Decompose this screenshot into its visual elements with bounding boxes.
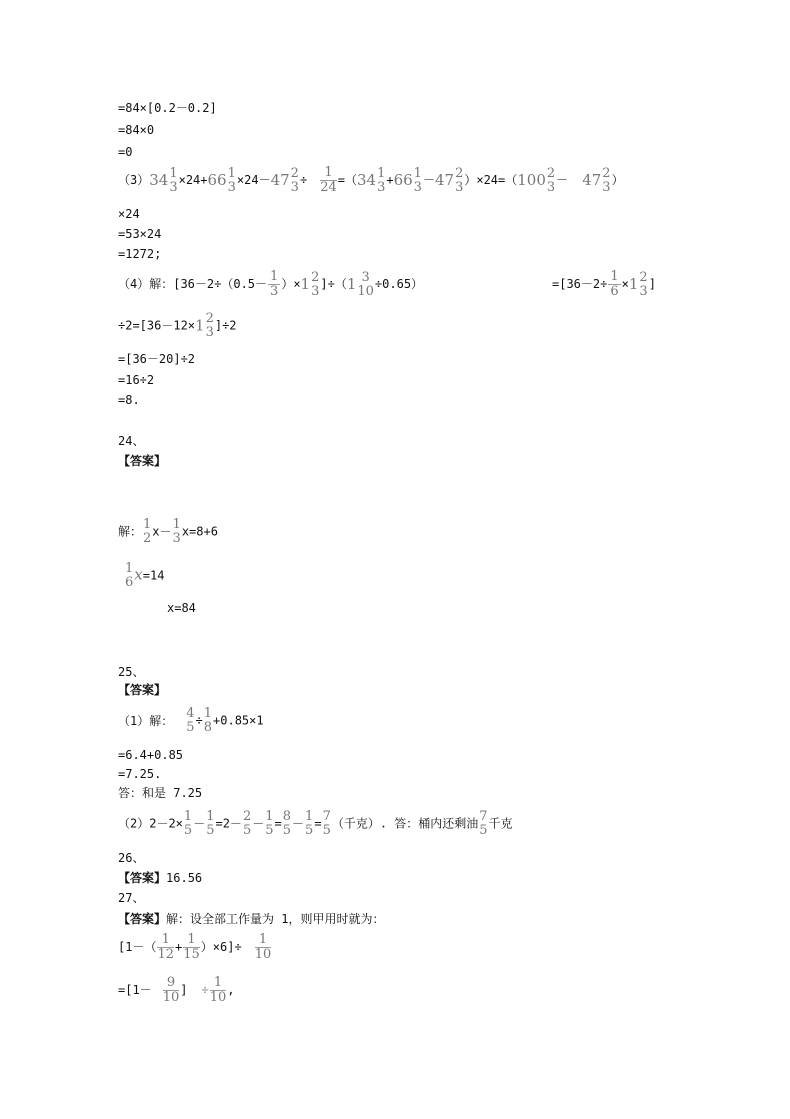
text: ）×24=（ [464, 173, 518, 187]
text: 千克 [488, 816, 513, 831]
text: +0.85×1 [213, 713, 264, 728]
fraction: 1 5 [305, 809, 314, 838]
text: （1）解： [118, 713, 174, 728]
fraction: 1 6 [125, 561, 134, 590]
equation-line: x=84 [167, 601, 196, 615]
equation-line [118, 933, 272, 962]
fraction: 1 8 [203, 706, 213, 735]
mixed-number-whole: 47 [582, 171, 602, 189]
mixed-number-whole: 1 [195, 316, 205, 335]
equation-line [124, 562, 164, 590]
text: = [314, 816, 322, 831]
text: ）× [281, 277, 301, 291]
equation-line [118, 810, 513, 838]
fraction: 8 5 [282, 809, 292, 838]
fraction: $\frac{9}{10}$ [162, 975, 180, 1005]
answer-value: 16.56 [166, 871, 203, 885]
text: 解： [118, 524, 143, 539]
text: x－ [152, 524, 172, 539]
mixed-number-whole: 1 [346, 275, 357, 293]
text: （2）2－2× [118, 816, 183, 831]
answer-line [118, 872, 202, 884]
fraction: 1 5 [206, 809, 215, 838]
variable: x [134, 565, 143, 584]
fraction: 2 5 [242, 809, 252, 838]
mixed-number-whole: 34 [149, 171, 169, 189]
mixed-number-whole: 100 [517, 171, 546, 189]
fraction: 1 2 [143, 517, 152, 546]
text: ÷ [299, 173, 308, 187]
calc-line: =53×24 [118, 227, 162, 241]
fraction: $\frac{1}{10}$ [254, 932, 272, 962]
calc-line: =[36－20]÷2 [118, 352, 196, 366]
question-number: 26、 [118, 851, 145, 865]
fraction: 4 5 [186, 706, 195, 735]
text: ×24－ [236, 173, 271, 187]
text: 解：设全部工作量为 1，则甲用时就为： [166, 912, 385, 926]
text: ÷ [201, 983, 209, 997]
calc-line: ×24 [118, 207, 140, 221]
calc-line: =0 [118, 145, 133, 159]
fraction: $\frac{1}{24}$ [320, 165, 337, 195]
fraction: 2 3 [602, 165, 611, 195]
text: =[1－ [118, 983, 152, 997]
fraction: $\frac{1}{6}$ [610, 269, 619, 299]
fraction: 2 3 [546, 165, 556, 195]
equation-line [118, 707, 264, 735]
text: x=8+6 [181, 524, 218, 539]
calc-line: =84×0 [118, 123, 155, 137]
mixed-number-whole: 47 [434, 171, 455, 189]
calc-line: =6.4+0.85 [118, 748, 184, 762]
text: ）×6]÷ [200, 940, 242, 954]
fraction: 2 3 [639, 269, 648, 299]
text: ] [180, 983, 188, 997]
q23-part4-right [552, 270, 656, 299]
calc-line: =84×[0.2－0.2] [118, 101, 217, 115]
fraction: 2 3 [205, 311, 214, 340]
q23-part4-line [118, 270, 423, 299]
text: ÷2=[36－12× [118, 318, 196, 333]
fraction: 7 5 [322, 809, 331, 838]
label: （3） [118, 173, 150, 187]
equation-line [118, 518, 218, 546]
text: ÷ [195, 713, 203, 728]
text: ×24+ [178, 173, 208, 187]
text: + [175, 940, 183, 954]
text: ]÷（ [320, 277, 347, 291]
calc-line: =1272; [118, 247, 162, 261]
calc-line [118, 312, 237, 340]
text: =2－ [215, 816, 242, 831]
text: + [386, 173, 394, 187]
question-number: 25、 [118, 665, 145, 679]
fraction: 2 3 [311, 269, 320, 299]
text: × [621, 277, 629, 291]
fraction: 3 10 [357, 269, 374, 299]
fraction: 1 3 [169, 165, 178, 195]
calc-line: =7.25. [118, 767, 162, 781]
fraction: 2 3 [290, 165, 299, 195]
text: = [274, 816, 282, 831]
mixed-number-whole: 66 [393, 171, 413, 189]
fraction: 1 5 [265, 809, 274, 838]
text: =14 [142, 568, 165, 583]
text: , [227, 983, 235, 997]
fraction: $\frac{1}{3}$ [270, 269, 279, 299]
label: （4）解：[36－2÷（0.5－ [118, 277, 268, 291]
mixed-number-whole: 66 [207, 171, 227, 189]
fraction: $\frac{1}{10}$ [209, 975, 227, 1005]
fraction: 1 3 [172, 517, 181, 546]
mixed-number-whole: 47 [270, 171, 290, 189]
answer-line [118, 913, 384, 925]
fraction: 1 5 [183, 809, 193, 838]
fraction: $\frac{1}{15}$ [183, 932, 200, 962]
equation-line [118, 976, 234, 1005]
answer-tag: 【答案】 [118, 454, 167, 468]
text: ÷0.65） [374, 277, 424, 291]
fraction: $\frac{1}{12}$ [157, 932, 174, 962]
text: － [422, 173, 435, 187]
mixed-number-whole: 1 [628, 275, 639, 293]
text: － [556, 173, 569, 187]
fraction: 1 3 [227, 165, 236, 195]
fraction: 1 3 [413, 165, 422, 195]
answer-tag: 【答案】 [118, 871, 167, 885]
text: （千克）. 答：桶内还剩油 [331, 816, 479, 831]
answer-line: 答：和是 7.25 [118, 786, 203, 800]
text: =[36－2÷ [552, 277, 608, 291]
answer-tag: 【答案】 [118, 683, 167, 697]
text: － [292, 816, 305, 831]
question-number: 24、 [118, 434, 145, 448]
calc-line: =8. [118, 393, 140, 407]
fraction: 2 3 [455, 165, 464, 195]
text: =（ [337, 173, 357, 187]
text: － [193, 816, 206, 831]
answer-tag: 【答案】 [118, 912, 167, 926]
text: ） [611, 173, 624, 187]
mixed-number-whole: 34 [356, 171, 377, 189]
mixed-number-whole: 1 [300, 275, 311, 293]
text: [1－（ [118, 940, 157, 954]
text: － [252, 816, 265, 831]
question-number: 27、 [118, 891, 145, 905]
fraction: 7 5 [479, 809, 488, 838]
calc-line: =16÷2 [118, 373, 155, 387]
fraction: 1 3 [377, 165, 386, 195]
text: ] [648, 277, 656, 291]
text: ]÷2 [214, 318, 237, 333]
q23-part3-line [118, 166, 624, 195]
